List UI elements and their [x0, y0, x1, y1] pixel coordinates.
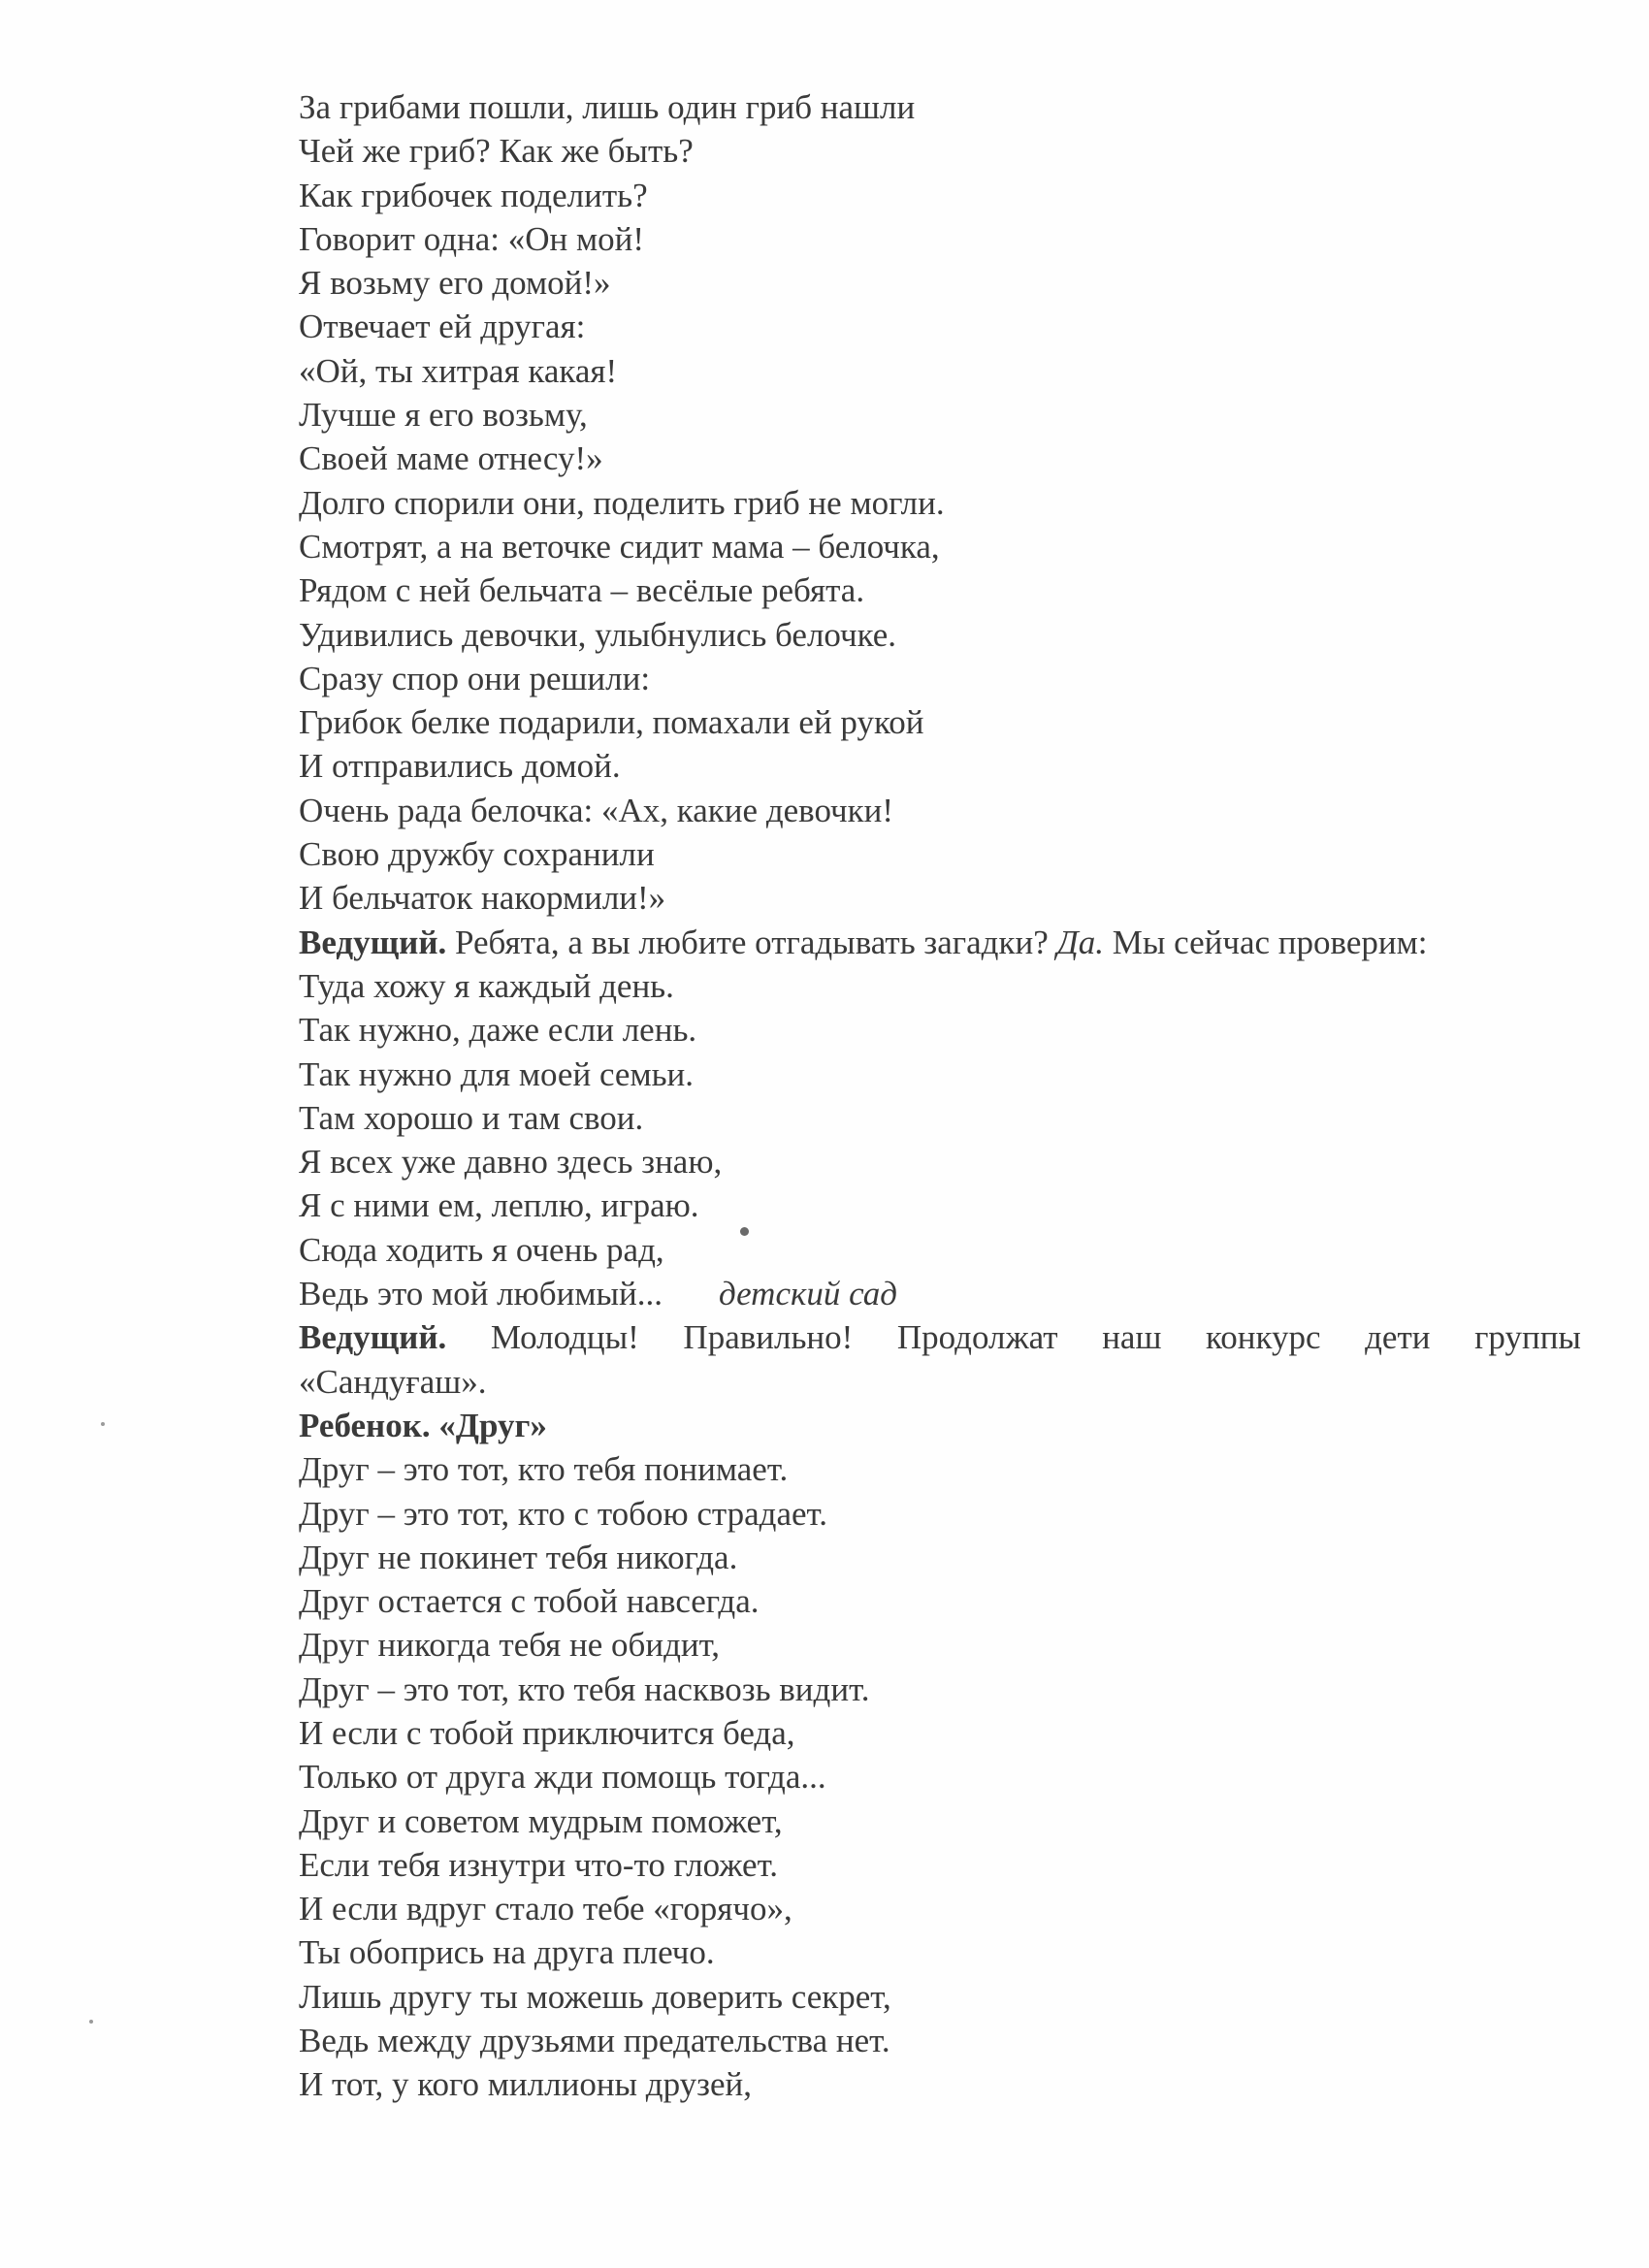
poem-line: Ведь между друзьями предательства нет. [299, 2022, 890, 2060]
riddle-line: Я всех уже давно здесь знаю, [299, 1143, 723, 1182]
poem-line: Свою дружбу сохранили [299, 835, 655, 874]
scan-speck [89, 2020, 93, 2024]
speaker-label: Ведущий. [299, 1318, 447, 1357]
host-praise-line [299, 1315, 1581, 1359]
riddle-text: Ведь это мой любимый... [299, 1275, 663, 1313]
host-word: Правильно! [683, 1318, 854, 1357]
riddle-line: Туда хожу я каждый день. [299, 966, 674, 1005]
host-text: Ребята, а вы любите отгадывать загадки? [446, 923, 1057, 961]
poem-line: Если тебя изнутри что-то гложет. [299, 1845, 778, 1884]
poem-line: Как грибочек поделить? [299, 176, 648, 214]
host-word: наш [1102, 1318, 1162, 1357]
poem-line: Удивились девочки, улыбнулись белочке. [299, 615, 897, 654]
mushroom-poem [299, 85, 1581, 921]
riddle-line: Так нужно, даже если лень. [299, 1011, 697, 1050]
poem-line: Рядом с ней бельчата – весёлые ребята. [299, 571, 865, 610]
children-reply: Да. [1056, 923, 1105, 961]
document-body [299, 85, 1581, 2107]
poem-line: За грибами пошли, лишь один гриб нашли [299, 88, 916, 126]
host-word: конкурс [1206, 1318, 1321, 1357]
poem-line: Говорит одна: «Он мой! [299, 219, 645, 258]
riddle-line: Я с ними ем, леплю, играю. [299, 1186, 699, 1225]
poem-line: Долго спорили они, поделить гриб не могли. [299, 483, 945, 522]
poem-line: Смотрят, а на веточке сидит мама – белочка, [299, 527, 940, 566]
host-word: Молодцы! [490, 1318, 639, 1357]
poem-line: Друг остается с тобой навсегда. [299, 1582, 760, 1621]
poem-line: Чей же гриб? Как же быть? [299, 132, 694, 171]
speaker-label: Ведущий. [299, 923, 447, 961]
poem-line: Лучше я его возьму, [299, 396, 588, 435]
poem-line: Своей маме отнесу!» [299, 439, 603, 478]
poem-line: Грибок белке подарили, помахали ей рукой [299, 703, 924, 742]
child-heading: Ребенок. «Друг» [299, 1406, 547, 1444]
poem-line: Ты обопрись на друга плечо. [299, 1933, 715, 1972]
friend-poem [299, 1447, 1581, 2106]
group-name: «Сандуғаш». [299, 1362, 487, 1401]
riddle-answer: детский сад [718, 1275, 897, 1313]
host-word: Продолжат [896, 1318, 1058, 1357]
poem-line: Сразу спор они решили: [299, 659, 651, 697]
riddle-line: Так нужно для моей семьи. [299, 1054, 695, 1093]
host-word: дети [1365, 1318, 1431, 1357]
poem-line: Только от друга жди помощь тогда... [299, 1758, 826, 1797]
poem-line: И отправились домой. [299, 747, 621, 786]
host-word: группы [1474, 1318, 1581, 1357]
riddle [299, 964, 1581, 1315]
poem-line: Очень рада белочка: «Ах, какие девочки! [299, 791, 894, 829]
poem-line: Друг – это тот, кто с тобою страдает. [299, 1494, 827, 1533]
poem-line: Друг – это тот, кто тебя насквозь видит. [299, 1669, 870, 1708]
poem-line: Друг никогда тебя не обидит, [299, 1626, 721, 1665]
riddle-line: Сюда ходить я очень рад, [299, 1230, 664, 1269]
poem-line: И если вдруг стало тебе «горячо», [299, 1890, 792, 1928]
poem-line: И бельчаток накормили!» [299, 879, 666, 918]
riddle-line [299, 1272, 1581, 1315]
riddle-line: Там хорошо и там свои. [299, 1098, 644, 1137]
host-text: Мы сейчас проверим: [1104, 923, 1428, 961]
poem-line: Я возьму его домой!» [299, 264, 611, 303]
scan-speck [101, 1422, 105, 1426]
poem-line: Отвечает ей другая: [299, 308, 586, 346]
poem-line: «Ой, ты хитрая какая! [299, 351, 618, 390]
host-riddle-intro [299, 921, 1581, 964]
poem-line: Друг и советом мудрым поможет, [299, 1801, 783, 1840]
poem-line: Друг – это тот, кто тебя понимает. [299, 1450, 789, 1489]
poem-line: Друг не покинет тебя никогда. [299, 1538, 738, 1576]
poem-line: И если с тобой приключится беда, [299, 1713, 795, 1752]
poem-line: И тот, у кого миллионы друзей, [299, 2065, 752, 2104]
poem-line: Лишь другу ты можешь доверить секрет, [299, 1977, 891, 2016]
